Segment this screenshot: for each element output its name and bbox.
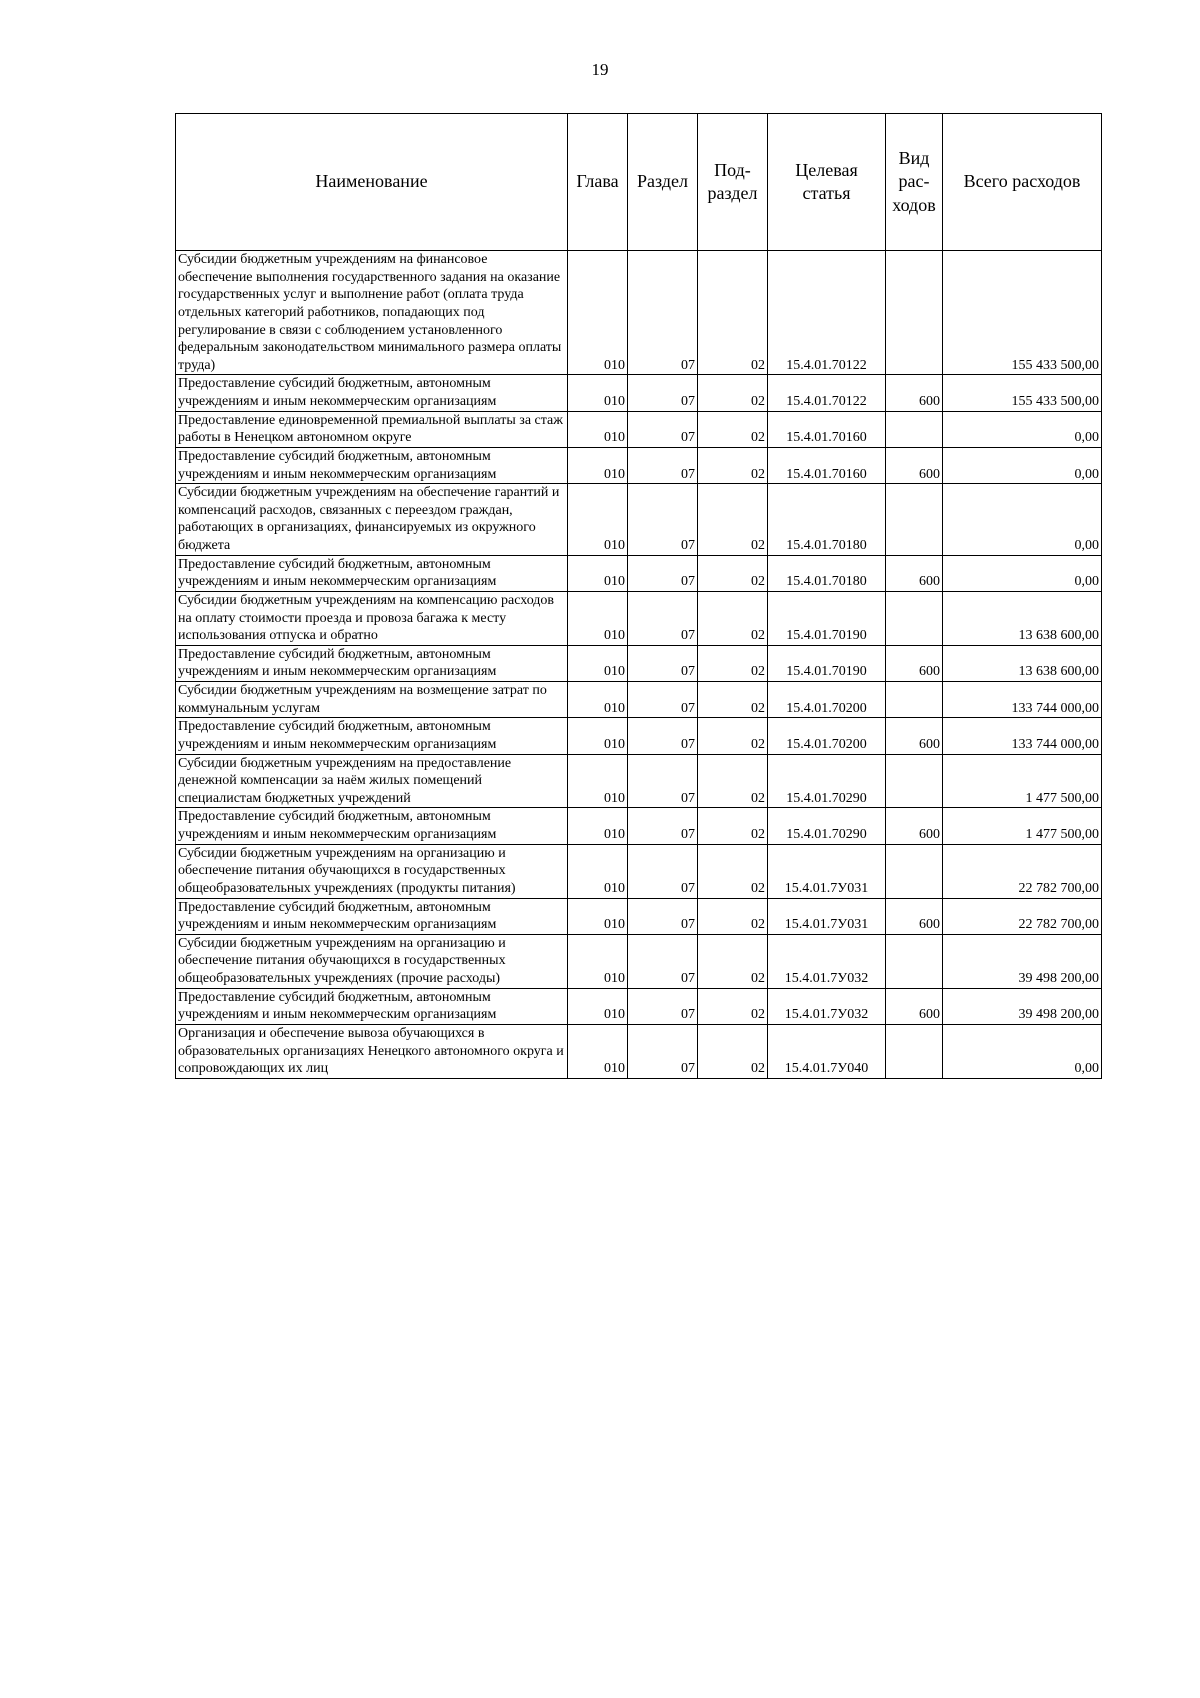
row-name: Предоставление субсидий бюджетным, автономным учреждениям и иным некоммерческим организациям [176,645,568,681]
header-target: Целевая статья [768,114,886,251]
row-target-article: 15.4.01.70122 [768,251,886,375]
row-name: Предоставление субсидий бюджетным, автономным учреждениям и иным некоммерческим организациям [176,988,568,1024]
row-expense-type: 600 [886,718,943,754]
row-section: 07 [628,808,698,844]
row-expense-type [886,844,943,898]
row-subsection: 02 [698,898,768,934]
header-total: Всего расходов [943,114,1102,251]
row-chapter: 010 [568,754,628,808]
table-row [176,682,1102,718]
row-target-article: 15.4.01.70122 [768,375,886,411]
row-expense-type [886,251,943,375]
row-subsection: 02 [698,484,768,556]
row-expense-type: 600 [886,808,943,844]
row-chapter: 010 [568,988,628,1024]
row-expense-type [886,484,943,556]
header-row [176,114,1102,251]
row-name: Субсидии бюджетным учреждениям на организацию и обеспечение питания обучающихся в государственных общеобразовательных учреждениях (продукты питания) [176,844,568,898]
row-chapter: 010 [568,898,628,934]
row-expense-type: 600 [886,555,943,591]
row-subsection: 02 [698,718,768,754]
table-row [176,754,1102,808]
table-row [176,844,1102,898]
row-subsection: 02 [698,645,768,681]
row-chapter: 010 [568,591,628,645]
row-chapter: 010 [568,682,628,718]
row-name: Предоставление субсидий бюджетным, автономным учреждениям и иным некоммерческим организациям [176,375,568,411]
row-name: Субсидии бюджетным учреждениям на компенсацию расходов на оплату стоимости проезда и провоза багажа к месту использования отпуска и обратно [176,591,568,645]
row-expense-type [886,934,943,988]
row-total: 22 782 700,00 [943,844,1102,898]
row-target-article: 15.4.01.7У040 [768,1024,886,1078]
table-row [176,1024,1102,1078]
row-total: 22 782 700,00 [943,898,1102,934]
row-expense-type [886,682,943,718]
row-section: 07 [628,591,698,645]
header-chapter: Глава [568,114,628,251]
row-subsection: 02 [698,988,768,1024]
row-total: 155 433 500,00 [943,251,1102,375]
header-expense-type: Вид рас- ходов [886,114,943,251]
table-row [176,251,1102,375]
row-section: 07 [628,754,698,808]
page-number: 19 [591,60,609,79]
row-total: 13 638 600,00 [943,645,1102,681]
row-name: Организация и обеспечение вывоза обучающихся в образовательных организациях Ненецкого автономного округа и сопровождающих их лиц [176,1024,568,1078]
row-chapter: 010 [568,844,628,898]
row-target-article: 15.4.01.7У031 [768,844,886,898]
row-section: 07 [628,645,698,681]
row-target-article: 15.4.01.70180 [768,555,886,591]
row-subsection: 02 [698,555,768,591]
row-expense-type [886,411,943,447]
row-section: 07 [628,555,698,591]
row-expense-type: 600 [886,988,943,1024]
row-total: 155 433 500,00 [943,375,1102,411]
row-chapter: 010 [568,718,628,754]
row-subsection: 02 [698,934,768,988]
row-expense-type [886,591,943,645]
row-section: 07 [628,1024,698,1078]
row-subsection: 02 [698,808,768,844]
budget-table [175,113,1102,1079]
table-body [176,251,1102,1079]
row-name: Предоставление субсидий бюджетным, автономным учреждениям и иным некоммерческим организациям [176,447,568,483]
row-section: 07 [628,718,698,754]
row-section: 07 [628,447,698,483]
row-expense-type [886,754,943,808]
row-target-article: 15.4.01.70160 [768,411,886,447]
row-expense-type: 600 [886,447,943,483]
row-subsection: 02 [698,251,768,375]
row-subsection: 02 [698,375,768,411]
row-chapter: 010 [568,251,628,375]
row-name: Предоставление субсидий бюджетным, автономным учреждениям и иным некоммерческим организациям [176,898,568,934]
row-name: Субсидии бюджетным учреждениям на предоставление денежной компенсации за наём жилых помещений специалистам бюджетных учреждений [176,754,568,808]
row-target-article: 15.4.01.7У031 [768,898,886,934]
row-subsection: 02 [698,1024,768,1078]
row-subsection: 02 [698,447,768,483]
row-total: 0,00 [943,411,1102,447]
row-chapter: 010 [568,375,628,411]
table-row [176,988,1102,1024]
row-target-article: 15.4.01.70200 [768,718,886,754]
row-expense-type [886,1024,943,1078]
row-total: 1 477 500,00 [943,808,1102,844]
row-name: Предоставление субсидий бюджетным, автономным учреждениям и иным некоммерческим организациям [176,718,568,754]
row-subsection: 02 [698,844,768,898]
table-row [176,411,1102,447]
row-chapter: 010 [568,555,628,591]
row-total: 0,00 [943,1024,1102,1078]
row-name: Субсидии бюджетным учреждениям на обеспечение гарантий и компенсаций расходов, связанных с переездом граждан, работающих в организациях, финансируемых из окружного бюджета [176,484,568,556]
row-expense-type: 600 [886,898,943,934]
header-name: Наименование [176,114,568,251]
row-subsection: 02 [698,591,768,645]
table-row [176,934,1102,988]
table-row [176,645,1102,681]
row-section: 07 [628,898,698,934]
table-row [176,898,1102,934]
row-chapter: 010 [568,1024,628,1078]
row-name: Предоставление единовременной премиальной выплаты за стаж работы в Ненецком автономном округе [176,411,568,447]
row-name: Субсидии бюджетным учреждениям на организацию и обеспечение питания обучающихся в государственных общеобразовательных учреждениях (прочие расходы) [176,934,568,988]
row-section: 07 [628,375,698,411]
row-total: 39 498 200,00 [943,988,1102,1024]
row-subsection: 02 [698,754,768,808]
table-row [176,718,1102,754]
row-name: Предоставление субсидий бюджетным, автономным учреждениям и иным некоммерческим организациям [176,808,568,844]
row-chapter: 010 [568,645,628,681]
row-total: 0,00 [943,484,1102,556]
row-chapter: 010 [568,934,628,988]
row-expense-type: 600 [886,645,943,681]
header-subsection: Под- раздел [698,114,768,251]
row-target-article: 15.4.01.70190 [768,645,886,681]
row-name: Субсидии бюджетным учреждениям на возмещение затрат по коммунальным услугам [176,682,568,718]
row-section: 07 [628,682,698,718]
row-target-article: 15.4.01.7У032 [768,988,886,1024]
row-chapter: 010 [568,484,628,556]
row-name: Предоставление субсидий бюджетным, автономным учреждениям и иным некоммерческим организациям [176,555,568,591]
row-total: 1 477 500,00 [943,754,1102,808]
row-chapter: 010 [568,411,628,447]
row-section: 07 [628,411,698,447]
row-section: 07 [628,844,698,898]
row-total: 13 638 600,00 [943,591,1102,645]
row-chapter: 010 [568,808,628,844]
row-section: 07 [628,484,698,556]
table-row [176,484,1102,556]
row-target-article: 15.4.01.70290 [768,808,886,844]
table-row [176,555,1102,591]
row-target-article: 15.4.01.70290 [768,754,886,808]
row-section: 07 [628,251,698,375]
row-name: Субсидии бюджетным учреждениям на финансовое обеспечение выполнения государственного задания на оказание государственных услуг и выполнение работ (оплата труда отдельных категорий работников, попадающих под регулирование в связи с соблюдением установленного федеральным законодательством минимального размера оплаты труда) [176,251,568,375]
row-expense-type: 600 [886,375,943,411]
table-row [176,375,1102,411]
table-row [176,591,1102,645]
row-target-article: 15.4.01.7У032 [768,934,886,988]
row-target-article: 15.4.01.70180 [768,484,886,556]
row-total: 0,00 [943,555,1102,591]
row-target-article: 15.4.01.70200 [768,682,886,718]
row-total: 133 744 000,00 [943,718,1102,754]
row-target-article: 15.4.01.70190 [768,591,886,645]
row-chapter: 010 [568,447,628,483]
table-row [176,447,1102,483]
row-target-article: 15.4.01.70160 [768,447,886,483]
row-subsection: 02 [698,682,768,718]
row-section: 07 [628,934,698,988]
row-total: 0,00 [943,447,1102,483]
row-subsection: 02 [698,411,768,447]
row-total: 133 744 000,00 [943,682,1102,718]
row-section: 07 [628,988,698,1024]
header-section: Раздел [628,114,698,251]
row-total: 39 498 200,00 [943,934,1102,988]
table-row [176,808,1102,844]
